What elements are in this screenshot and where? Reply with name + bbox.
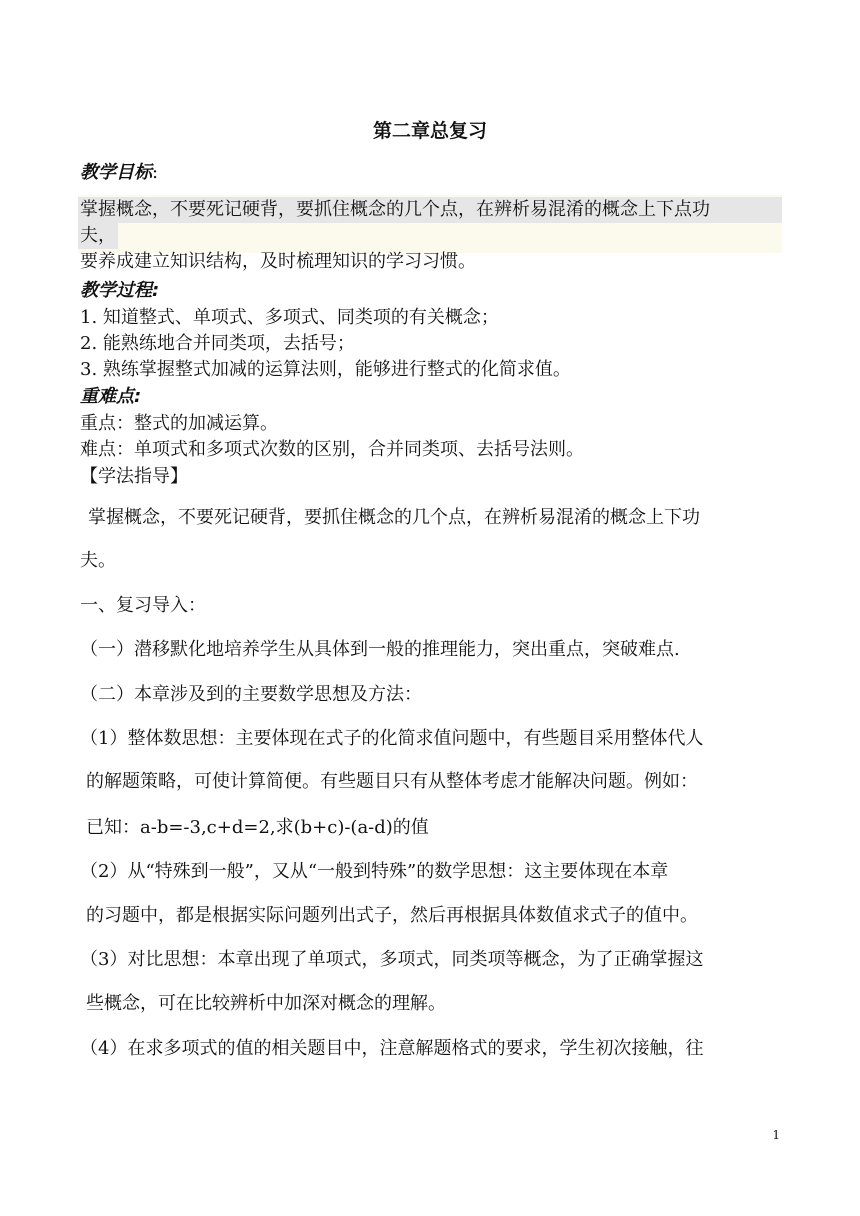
process-item-1: 1. 知道整式、单项式、多项式、同类项的有关概念； [80, 307, 499, 328]
objectives-line-2: 夫， [80, 225, 116, 246]
review-paragraph-1: （一）潜移默化地培养学生从具体到一般的推理能力，突出重点，突破难点. [80, 639, 680, 660]
objectives-colon: : [152, 162, 159, 183]
method-1-line-3: 已知：a-b=-3,c+d=2,求(b+c)-(a-d)的值 [86, 817, 429, 838]
method-3-line-1: （3）对比思想：本章出现了单项式，多项式，同类项等概念，为了正确掌握这 [80, 949, 704, 970]
study-guide-line-2: 夫。 [80, 550, 116, 571]
key-points-heading: 重难点: [80, 386, 142, 407]
method-2-line-2: 的习题中，都是根据实际问题列出式子，然后再根据具体数值求式子的值中。 [86, 905, 698, 926]
study-guide-heading: 【学法指导】 [80, 466, 188, 487]
process-item-3: 3. 熟练掌握整式加减的运算法则，能够进行整式的化简求值。 [80, 359, 571, 380]
method-2-line-1: （2）从“特殊到一般”，又从“一般到特殊”的数学思想：这主要体现在本章 [80, 861, 669, 882]
review-heading: 一、复习导入： [80, 595, 206, 616]
review-paragraph-2: （二）本章涉及到的主要数学思想及方法： [80, 684, 422, 705]
objectives-heading: 教学目标 [80, 162, 152, 183]
difficulty-point: 难点：单项式和多项式次数的区别，合并同类项、去括号法则。 [80, 439, 584, 460]
method-4-line-1: （4）在求多项式的值的相关题目中，注意解题格式的要求，学生初次接触，往 [80, 1038, 704, 1059]
process-item-2: 2. 能熟练地合并同类项，去括号； [80, 333, 355, 354]
method-1-line-2: 的解题策略，可使计算简便。有些题目只有从整体考虑才能解决问题。例如： [86, 771, 698, 792]
method-3-line-2: 些概念，可在比较辨析中加深对概念的理解。 [86, 993, 446, 1014]
objectives-line-3: 要养成建立知识结构，及时梳理知识的学习习惯。 [80, 251, 476, 272]
method-1-line-1: （1）整体数思想：主要体现在式子的化简求值问题中，有些题目采用整体代人 [80, 728, 704, 749]
page-title: 第二章总复习 [372, 120, 487, 142]
page-number: 1 [772, 1128, 780, 1142]
objectives-heading-line [80, 160, 780, 186]
study-guide-line-1: 掌握概念，不要死记硬背，要抓住概念的几个点，在辨析易混淆的概念上下功 [88, 507, 700, 528]
focus-point: 重点：整式的加减运算。 [80, 413, 278, 434]
objectives-line-1: 掌握概念，不要死记硬背，要抓住概念的几个点，在辨析易混淆的概念上下点功 [80, 199, 710, 220]
process-heading: 教学过程: [80, 280, 160, 301]
